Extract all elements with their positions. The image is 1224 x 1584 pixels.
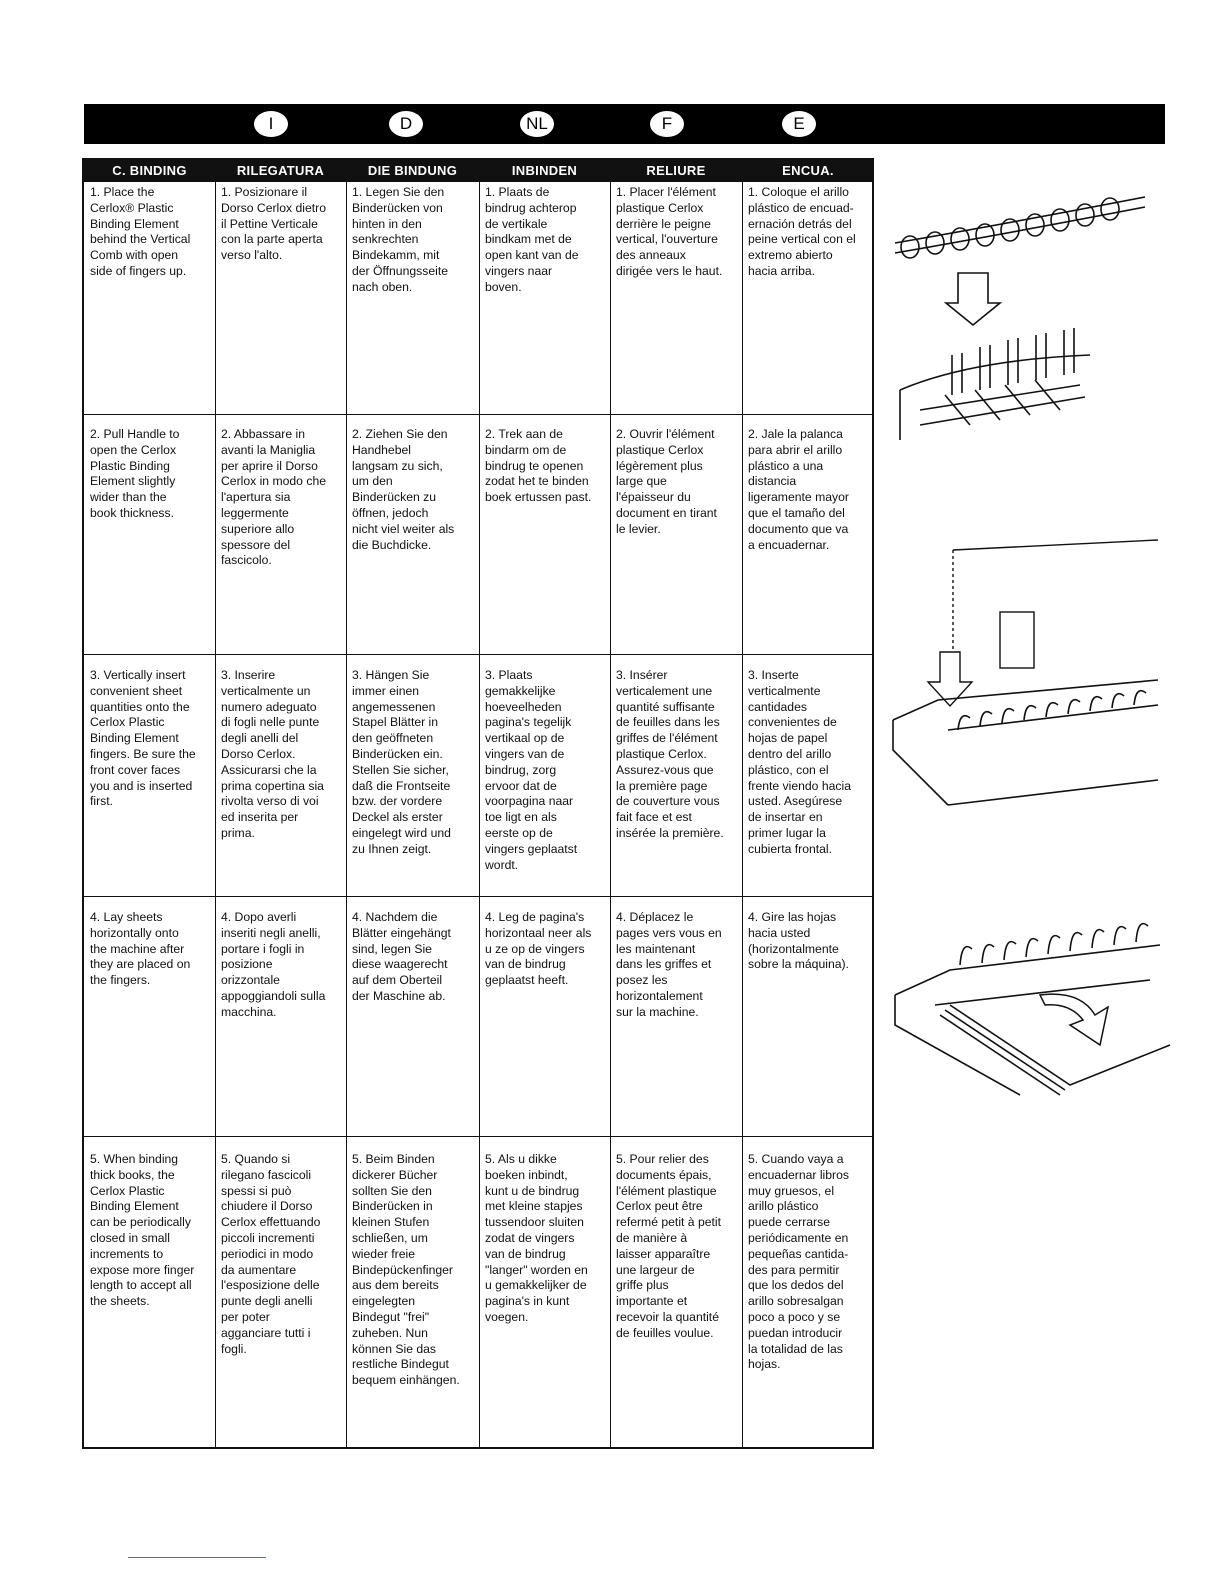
row-divider: [84, 896, 872, 897]
step-1-dutch: 1. Plaats de bindrug achterop de vertikale bindkam met de open kant van de vingers naar boven.: [485, 185, 579, 294]
language-badge-dutch: NL: [520, 111, 554, 137]
language-badge-german: D: [389, 111, 423, 137]
step-5-german: 5. Beim Binden dickerer Bücher sollten Sie den Binderücken in kleinen Stufen schließen, um wieder freie Bindерückenfinger aus dem bereits eingelegten Bindegut "frei" zuheben. Nun können Sie das restliche Bindegut bequem einhängen.: [352, 1152, 460, 1388]
step-4-french: 4. Déplacez le pages vers vous en les maintenant dans les griffes et posez les horizontalement sur la machine.: [616, 910, 722, 1019]
column-divider: [346, 182, 347, 1447]
step-1-english: 1. Place the Cerlox® Plastic Binding Element behind the Vertical Comb with open side of fingers up.: [90, 185, 191, 278]
row-divider: [84, 1136, 872, 1137]
step-2-italian: 2. Abbassare in avanti la Maniglia per aprire il Dorso Cerlox in modo che l'apertura sia leggermente superiore allo spessore del fascicolo.: [221, 427, 326, 568]
vertical-comb-drawing: [900, 328, 1090, 440]
column-header-german: DIE BINDUNG: [367, 163, 458, 178]
language-badge-italian: I: [254, 111, 288, 137]
language-badge-french: F: [650, 111, 684, 137]
step-2-spanish: 2. Jale la palanca para abrir el arillo plástico a una distancia ligeramente mayor que el tamaño del documento que va a encuadernar.: [748, 427, 849, 552]
step-4-italian: 4. Dopo averli inseriti negli anelli, portare i fogli in posizione orizzontale appoggiandoli sulla macchina.: [221, 910, 326, 1019]
step-2-dutch: 2. Trek aan de bindarm om de bindrug te openen zodat het te binden boek ertussen past.: [485, 427, 592, 505]
binding-machine-drawing: [893, 680, 1158, 805]
binding-element-drawing: [895, 197, 1145, 258]
step-5-italian: 5. Quando si rilegano fascicoli spessi si può chiudere il Dorso Cerlox effettuando piccoli incrementi periodici in modo da aumentare l'esposizione delle punte degli anelli per poter agganciare tutti i fogli.: [221, 1152, 321, 1356]
sheet-stack-drawing: [953, 540, 1158, 668]
step-5-english: 5. When binding thick books, the Cerlox Plastic Binding Element can be periodically closed in small increments to expose more finger length to accept all the sheets.: [90, 1152, 195, 1309]
column-header-english: C. BINDING: [112, 163, 187, 178]
illustration-lay-sheets: [890, 885, 1172, 1100]
step-3-italian: 3. Inserire verticalmente un numero adeguato di fogli nelle punte degli anelli del Dorso Cerlox. Assicurarsi che la prima copertina sia rivolta verso di voi ed inserita per prima.: [221, 668, 324, 840]
step-3-dutch: 3. Plaats gemakkelijke hoeveelheden pagina's tegelijk vertikaal op de vingers van de bindrug, zorg ervoor dat de voorpagina naar toe ligt en als eerste op de vingers geplaatst wordt.: [485, 668, 578, 872]
step-3-english: 3. Vertically insert convenient sheet quantities onto the Cerlox Plastic Binding Element fingers. Be sure the front cover faces you and is inserted first.: [90, 668, 196, 809]
machine-with-sheets-drawing: [895, 924, 1170, 1095]
step-1-french: 1. Placer l'élément plastique Cerlox derrière le peigne vertical, l'ouverture des anneaux dirigée vers le haut.: [616, 185, 723, 278]
step-2-french: 2. Ouvrir l'élément plastique Cerlox légèrement plus large que l'épaisseur du document en tirant le levier.: [616, 427, 717, 536]
column-divider: [479, 182, 480, 1447]
step-1-spanish: 1. Coloque el arillo plástico de encuad- ernación detrás del peine vertical con el extremo abierto hacia arriba.: [748, 185, 856, 278]
step-5-dutch: 5. Als u dikke boeken inbindt, kunt u de bindrug met kleine stapjes tussendoor sluiten zodat de vingers van de bindrug "langer" worden en u gemakkelijker de pagina's in kunt voegen.: [485, 1152, 588, 1324]
step-4-german: 4. Nachdem die Blätter eingehängt sind, legen Sie diese waagerecht auf dem Oberteil der Maschine ab.: [352, 910, 451, 1003]
step-2-german: 2. Ziehen Sie den Handhebel langsam zu sich, um den Binderücken zu öffnen, jedoch nicht viel weiter als die Buchdicke.: [352, 427, 455, 552]
row-divider: [84, 414, 872, 415]
row-divider: [84, 654, 872, 655]
step-1-german: 1. Legen Sie den Binderücken von hinten in den senkrechten Bindekamm, mit der Öffnungsseite nach oben.: [352, 185, 448, 294]
step-4-spanish: 4. Gire las hojas hacia usted (horizontalmente sobre la máquina).: [748, 910, 849, 972]
down-arrow-icon: [946, 273, 1000, 325]
illustration-place-element: [890, 185, 1160, 445]
step-3-german: 3. Hängen Sie immer einen angemessenen Stapel Blätter in den geöffneten Binderücken ein. Stellen Sie sicher, daß die Frontseite bzw. der vordere Deckel als erster eingelegt wird und zu Ihnen zeigt.: [352, 668, 451, 856]
table-header: [84, 160, 872, 182]
step-4-english: 4. Lay sheets horizontally onto the machine after they are placed on the fingers.: [90, 910, 191, 988]
column-divider: [742, 182, 743, 1447]
language-badge-spanish: E: [782, 111, 816, 137]
step-3-spanish: 3. Inserte verticalmente cantidades convenientes de hojas de papel dentro del arillo plástico, con el frente viendo hacia usted. Asegúrese de insertar en primer lugar la cubierta frontal.: [748, 668, 851, 856]
curved-arrow-icon: [1040, 994, 1108, 1045]
step-4-dutch: 4. Leg de pagina's horizontaal neer als u ze op de vingers van de bindrug geplaatst heeft.: [485, 910, 592, 988]
column-header-french: RELIURE: [646, 163, 706, 178]
step-5-french: 5. Pour relier des documents épais, l'élément plastique Cerlox peut être refermé petit à petit de manière à laisser apparaître une largeur de griffe plus importante et recevoir la quantité de feuilles voulue.: [616, 1152, 721, 1340]
step-2-english: 2. Pull Handle to open the Cerlox Plastic Binding Element slightly wider than the book thickness.: [90, 427, 180, 520]
illustration-insert-sheets: [888, 530, 1168, 830]
language-bar: [84, 104, 1165, 144]
column-divider: [610, 182, 611, 1447]
column-header-spanish: ENCUA.: [782, 163, 834, 178]
step-5-spanish: 5. Cuando vaya a encuadernar libros muy gruesos, el arillo plástico puede cerrarse periódicamente en pequeñas cantida- des para permitir que los dedos del arillo sobresalgan poco a poco y se puedan introducir la totalidad de las hojas.: [748, 1152, 849, 1372]
column-header-italian: RILEGATURA: [236, 163, 325, 178]
footer-divider: [128, 1557, 266, 1558]
step-3-french: 3. Insérer verticalement une quantité suffisante de feuilles dans les griffes de l'élément plastique Cerlox. Assurez-vous que la première page de couverture vous fait face et est insérée la première.: [616, 668, 724, 840]
column-divider: [215, 182, 216, 1447]
instruction-table: [82, 158, 874, 1449]
column-header-dutch: INBINDEN: [511, 163, 578, 178]
step-1-italian: 1. Posizionare il Dorso Cerlox dietro il Pettine Verticale con la parte aperta verso l'alto.: [221, 185, 326, 263]
